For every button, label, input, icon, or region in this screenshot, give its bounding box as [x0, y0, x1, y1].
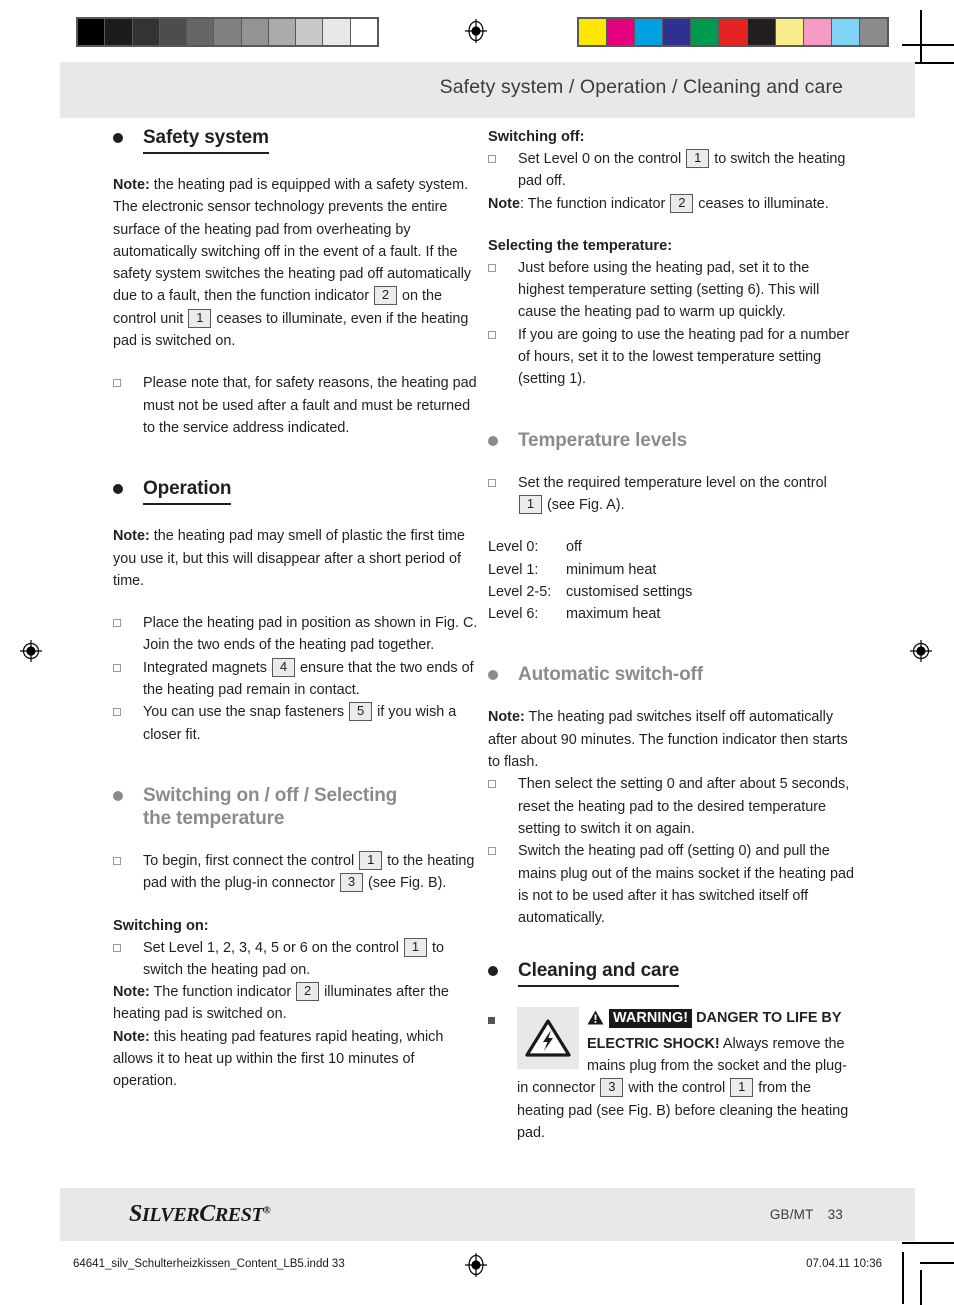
levels-row — [488, 559, 854, 581]
bullet-dot-icon — [488, 436, 498, 446]
list-item — [113, 701, 479, 746]
level-description: off — [566, 539, 582, 556]
square-bullet-icon — [488, 847, 496, 855]
grayscale-swatch — [105, 19, 132, 45]
color-swatch — [776, 19, 804, 45]
list-item-text: Set Level 1, 2, 3, 4, 5 or 6 on the control 1 to switch the heating pad on. — [143, 938, 444, 978]
list-item — [113, 850, 479, 895]
list-item — [113, 937, 479, 982]
crop-mark-bottom-v2 — [920, 1270, 922, 1305]
bullet-dot-icon — [488, 966, 498, 976]
brand-logo: SILVERCREST® — [129, 1201, 271, 1227]
right-column — [488, 126, 854, 1144]
list-item-text: You can use the snap fasteners 5 if you wish a closer fit. — [143, 703, 457, 743]
locale-label: GB/MT — [769, 1207, 814, 1222]
list-item: Then select the setting 0 and after about 5 seconds, reset the heating pad to the desired temperature setting to switch it on again. — [488, 773, 854, 840]
list-item — [113, 657, 479, 702]
note-label: Note: — [113, 177, 150, 193]
color-swatch — [748, 19, 776, 45]
level-description: customised settings — [566, 583, 693, 600]
levels-row — [488, 581, 854, 603]
level-label: Level 2-5: — [488, 583, 552, 600]
note-label: Note: — [113, 1028, 150, 1045]
warning-bold-1: DANGER TO LIFE BY ELECTRIC SHOCK! — [587, 1010, 842, 1052]
ref-chip-1: 1 — [188, 309, 211, 328]
list-item: Switch the heating pad off (setting 0) and pull the mains plug out of the mains socket if the heating pad is not to be used after it has switched itself off automatically. — [488, 840, 854, 929]
heading-safety-system: Safety system — [113, 126, 479, 154]
crop-mark-top-right-v — [920, 10, 922, 62]
square-bullet-icon — [113, 944, 121, 952]
imprint-filename: 64641_silv_Schulterheizkissen_Content_LB5.indd 33 — [73, 1258, 345, 1270]
registration-mark-top — [463, 18, 489, 44]
levels-row — [488, 603, 854, 625]
page-number: 33 — [827, 1207, 843, 1222]
square-bullet-icon — [113, 379, 121, 387]
grayscale-swatch — [160, 19, 187, 45]
grayscale-calibration-bar — [76, 17, 379, 47]
color-swatch — [860, 19, 887, 45]
grayscale-swatch — [187, 19, 214, 45]
warning-block — [488, 1007, 854, 1144]
safety-note-paragraph: Note: the heating pad is equipped with a safety system. The electronic sensor technology prevents the entire surface of the heating pad from overheating by automatically switching off in the event of a fault. If the safety system switches the heating pad off automatically due to a fault, then the function indicator 2 on the control unit 1 ceases to illuminate, even if the heating pad is switched on. — [113, 177, 472, 350]
color-swatch — [832, 19, 860, 45]
crop-mark-bottom-h2 — [920, 1262, 954, 1264]
subheading-switching-off: Switching off: — [488, 129, 585, 145]
left-column — [113, 126, 479, 1093]
list-item — [488, 472, 854, 517]
level-label: Level 0: — [488, 539, 539, 556]
switching-on-note-2: Note: this heating pad features rapid heating, which allows it to heat up within the first 10 minutes of operation. — [113, 1028, 444, 1090]
registration-mark-bottom — [463, 1252, 489, 1278]
square-bullet-filled-icon — [488, 1017, 495, 1024]
note-label: Note: — [113, 528, 150, 545]
heading-temperature-levels: Temperature levels — [488, 429, 854, 452]
square-bullet-icon — [488, 331, 496, 339]
square-bullet-icon — [488, 479, 496, 487]
ref-chip-3: 3 — [340, 873, 363, 892]
color-swatch — [691, 19, 719, 45]
note-label: Note: — [113, 984, 150, 1001]
warning-tag: WARNING! — [609, 1009, 692, 1028]
color-swatch — [719, 19, 747, 45]
warning-triangle-icon — [587, 1010, 604, 1032]
warning-body: WARNING! DANGER TO LIFE BY ELECTRIC SHOCK! Always remove the mains plug from the socket and the plug-in connector 3 with the control 1 from the heating pad (see Fig. B) before cleaning the heating pad. — [517, 1007, 854, 1144]
grayscale-swatch — [78, 19, 105, 45]
ref-chip-4: 4 — [272, 658, 295, 677]
list-item: Please note that, for safety reasons, the heating pad must not be used after a fault and must be returned to the service address indicated. — [113, 372, 479, 439]
square-bullet-icon — [113, 664, 121, 672]
square-bullet-icon — [113, 857, 121, 865]
switching-off-note: Note: The function indicator 2 ceases to illuminate. — [488, 194, 829, 212]
color-swatch — [804, 19, 832, 45]
bullet-dot-icon — [113, 484, 123, 494]
grayscale-swatch — [242, 19, 269, 45]
note-label: Note — [488, 195, 520, 212]
square-bullet-icon — [488, 264, 496, 272]
list-item: If you are going to use the heating pad for a number of hours, set it to the lowest temperature setting (setting 1). — [488, 324, 854, 391]
color-swatch — [663, 19, 691, 45]
ref-chip-2: 2 — [296, 982, 319, 1001]
page-footer-band — [60, 1188, 915, 1241]
note-label: Note: — [488, 709, 525, 726]
subheading-selecting-temperature: Selecting the temperature: — [488, 237, 673, 254]
ref-chip-5: 5 — [349, 702, 372, 721]
crop-mark-bottom-v1 — [902, 1252, 904, 1304]
list-item: Just before using the heating pad, set it to the highest temperature setting (setting 6). This will cause the heating pad to warm up quickly. — [488, 257, 854, 324]
list-item: Place the heating pad in position as shown in Fig. C. Join the two ends of the heating pad together. — [113, 612, 479, 657]
list-item-text: To begin, first connect the control 1 to the heating pad with the plug-in connector 3 (see Fig. B). — [143, 851, 475, 892]
heading-switching-text: Switching on / off / Selecting the temperature — [143, 784, 398, 829]
color-swatch — [579, 19, 607, 45]
grayscale-swatch — [133, 19, 160, 45]
ref-chip-2: 2 — [374, 286, 397, 305]
ref-chip-2: 2 — [670, 194, 693, 213]
level-description: maximum heat — [566, 606, 661, 623]
bullet-dot-icon — [113, 791, 123, 801]
level-label: Level 1: — [488, 561, 539, 578]
heading-operation: Operation — [113, 477, 479, 505]
subheading-switching-on: Switching on: — [113, 917, 209, 934]
ref-chip-3: 3 — [600, 1078, 623, 1097]
registration-mark-right — [908, 638, 934, 664]
heading-automatic-switch-off: Automatic switch-off — [488, 663, 854, 686]
bullet-dot-icon — [488, 670, 498, 680]
grayscale-swatch — [296, 19, 323, 45]
page-header-title: Safety system / Operation / Cleaning and care — [439, 76, 843, 98]
auto-switch-off-note: Note: The heating pad switches itself off automatically after about 90 minutes. The function indicator then starts to flash. — [488, 709, 848, 771]
ref-chip-1: 1 — [730, 1078, 753, 1097]
color-swatch — [607, 19, 635, 45]
page-header-band — [60, 62, 915, 118]
list-item-text: Set Level 0 on the control 1 to switch the heating pad off. — [518, 150, 846, 190]
ref-chip-1: 1 — [404, 938, 427, 957]
grayscale-swatch — [351, 19, 377, 45]
grayscale-swatch — [323, 19, 350, 45]
switching-on-note-1: Note: The function indicator 2 illuminates after the heating pad is switched on. — [113, 983, 449, 1023]
square-bullet-icon — [488, 155, 496, 163]
square-bullet-icon — [488, 780, 496, 788]
temperature-levels-table — [488, 536, 854, 625]
imprint-timestamp: 07.04.11 10:36 — [806, 1258, 882, 1270]
crop-mark-top-right-h — [902, 44, 954, 46]
electric-shock-hazard-icon — [517, 1007, 579, 1069]
color-swatch — [635, 19, 663, 45]
ref-chip-1: 1 — [686, 149, 709, 168]
bullet-dot-icon — [113, 133, 123, 143]
crop-mark-bottom-h1 — [902, 1242, 954, 1244]
level-description: minimum heat — [566, 561, 657, 578]
level-label: Level 6: — [488, 606, 539, 623]
heading-switching-on-off — [113, 784, 479, 830]
square-bullet-icon — [113, 708, 121, 716]
ref-chip-1: 1 — [359, 851, 382, 870]
operation-note-paragraph: Note: the heating pad may smell of plastic the first time you use it, but this will disappear after a short period of time. — [113, 528, 465, 589]
grayscale-swatch — [214, 19, 241, 45]
heading-cleaning-and-care: Cleaning and care — [488, 959, 854, 987]
color-calibration-bar — [577, 17, 889, 47]
list-item — [488, 148, 854, 193]
ref-chip-1: 1 — [519, 495, 542, 514]
registration-mark-left — [18, 638, 44, 664]
list-item-text: Integrated magnets 4 ensure that the two ends of the heating pad remain in contact. — [143, 658, 474, 699]
list-item-text: Set the required temperature level on the control 1 (see Fig. A). — [518, 474, 827, 513]
page-reference — [770, 1207, 843, 1222]
registered-trademark-icon: ® — [263, 1205, 271, 1217]
levels-row — [488, 536, 854, 558]
square-bullet-icon — [113, 619, 121, 627]
grayscale-swatch — [269, 19, 296, 45]
